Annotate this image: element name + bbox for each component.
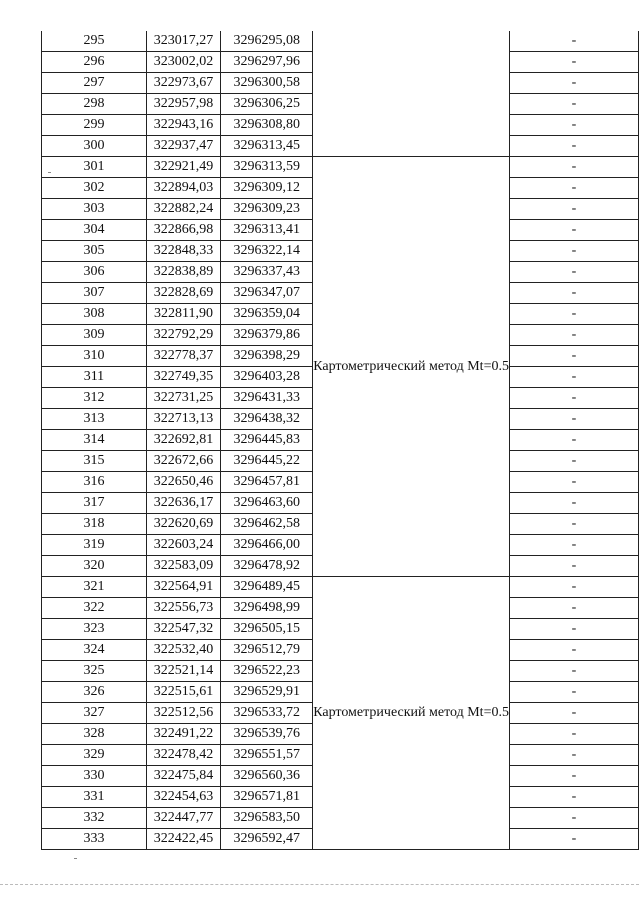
point-number-cell: 318 <box>42 514 147 535</box>
x-coordinate-cell: 322943,16 <box>146 115 220 136</box>
note-cell: - <box>509 451 638 472</box>
point-number-cell: 320 <box>42 556 147 577</box>
y-coordinate-cell: 3296457,81 <box>221 472 313 493</box>
note-cell: - <box>509 262 638 283</box>
y-coordinate-cell: 3296306,25 <box>221 94 313 115</box>
method-cell <box>313 157 510 577</box>
y-coordinate-cell: 3296359,04 <box>221 304 313 325</box>
x-coordinate-cell: 322838,89 <box>146 262 220 283</box>
note-cell: - <box>509 346 638 367</box>
note-cell: - <box>509 367 638 388</box>
note-cell: - <box>509 493 638 514</box>
x-coordinate-cell: 322921,49 <box>146 157 220 178</box>
note-cell: - <box>509 682 638 703</box>
y-coordinate-cell: 3296347,07 <box>221 283 313 304</box>
note-cell: - <box>509 514 638 535</box>
note-cell: - <box>509 73 638 94</box>
point-number-cell: 317 <box>42 493 147 514</box>
point-number-cell: 305 <box>42 241 147 262</box>
method-label: Картометрический метод Mt=0.5 <box>313 705 509 720</box>
y-coordinate-cell: 3296309,12 <box>221 178 313 199</box>
point-number-cell: 302 <box>42 178 147 199</box>
note-cell: - <box>509 388 638 409</box>
point-number-cell: 327 <box>42 703 147 724</box>
point-number-cell: 306 <box>42 262 147 283</box>
point-number-cell: 301 <box>42 157 147 178</box>
y-coordinate-cell: 3296539,76 <box>221 724 313 745</box>
table-row <box>42 31 639 52</box>
x-coordinate-cell: 322957,98 <box>146 94 220 115</box>
point-number-cell: 314 <box>42 430 147 451</box>
x-coordinate-cell: 322672,66 <box>146 451 220 472</box>
note-cell: - <box>509 304 638 325</box>
note-cell: - <box>509 157 638 178</box>
y-coordinate-cell: 3296445,83 <box>221 430 313 451</box>
note-cell: - <box>509 430 638 451</box>
note-cell: - <box>509 535 638 556</box>
x-coordinate-cell: 323002,02 <box>146 52 220 73</box>
point-number-cell: 315 <box>42 451 147 472</box>
note-cell: - <box>509 94 638 115</box>
point-number-cell: 326 <box>42 682 147 703</box>
x-coordinate-cell: 322848,33 <box>146 241 220 262</box>
note-cell: - <box>509 136 638 157</box>
coordinates-table <box>41 31 639 850</box>
x-coordinate-cell: 322478,42 <box>146 745 220 766</box>
y-coordinate-cell: 3296571,81 <box>221 787 313 808</box>
y-coordinate-cell: 3296478,92 <box>221 556 313 577</box>
y-coordinate-cell: 3296431,33 <box>221 388 313 409</box>
point-number-cell: 297 <box>42 73 147 94</box>
note-cell: - <box>509 409 638 430</box>
point-number-cell: 300 <box>42 136 147 157</box>
note-cell: - <box>509 766 638 787</box>
y-coordinate-cell: 3296309,23 <box>221 199 313 220</box>
note-cell: - <box>509 808 638 829</box>
note-cell: - <box>509 31 638 52</box>
x-coordinate-cell: 322515,61 <box>146 682 220 703</box>
method-label: Картометрический метод Mt=0.5 <box>313 358 509 374</box>
x-coordinate-cell: 322811,90 <box>146 304 220 325</box>
point-number-cell: 298 <box>42 94 147 115</box>
table-row <box>42 577 639 598</box>
point-number-cell: 304 <box>42 220 147 241</box>
note-cell: - <box>509 241 638 262</box>
note-cell: - <box>509 745 638 766</box>
y-coordinate-cell: 3296583,50 <box>221 808 313 829</box>
x-coordinate-cell: 322692,81 <box>146 430 220 451</box>
y-coordinate-cell: 3296512,79 <box>221 640 313 661</box>
y-coordinate-cell: 3296463,60 <box>221 493 313 514</box>
y-coordinate-cell: 3296398,29 <box>221 346 313 367</box>
x-coordinate-cell: 322650,46 <box>146 472 220 493</box>
x-coordinate-cell: 322620,69 <box>146 514 220 535</box>
y-coordinate-cell: 3296522,23 <box>221 661 313 682</box>
y-coordinate-cell: 3296308,80 <box>221 115 313 136</box>
x-coordinate-cell: 322778,37 <box>146 346 220 367</box>
point-number-cell: 299 <box>42 115 147 136</box>
note-cell: - <box>509 283 638 304</box>
note-cell: - <box>509 220 638 241</box>
x-coordinate-cell: 322422,45 <box>146 829 220 850</box>
x-coordinate-cell: 322564,91 <box>146 577 220 598</box>
x-coordinate-cell: 322603,24 <box>146 535 220 556</box>
x-coordinate-cell: 322731,25 <box>146 388 220 409</box>
y-coordinate-cell: 3296560,36 <box>221 766 313 787</box>
x-coordinate-cell: 322894,03 <box>146 178 220 199</box>
scan-speck <box>74 858 77 859</box>
x-coordinate-cell: 322792,29 <box>146 325 220 346</box>
x-coordinate-cell: 322937,47 <box>146 136 220 157</box>
y-coordinate-cell: 3296322,14 <box>221 241 313 262</box>
y-coordinate-cell: 3296551,57 <box>221 745 313 766</box>
note-cell: - <box>509 787 638 808</box>
note-cell: - <box>509 703 638 724</box>
point-number-cell: 329 <box>42 745 147 766</box>
y-coordinate-cell: 3296438,32 <box>221 409 313 430</box>
point-number-cell: 328 <box>42 724 147 745</box>
method-cell <box>313 577 510 850</box>
note-cell: - <box>509 829 638 850</box>
point-number-cell: 311 <box>42 367 147 388</box>
y-coordinate-cell: 3296529,91 <box>221 682 313 703</box>
y-coordinate-cell: 3296489,45 <box>221 577 313 598</box>
note-cell: - <box>509 199 638 220</box>
y-coordinate-cell: 3296313,41 <box>221 220 313 241</box>
point-number-cell: 295 <box>42 31 147 52</box>
note-cell: - <box>509 577 638 598</box>
point-number-cell: 330 <box>42 766 147 787</box>
y-coordinate-cell: 3296337,43 <box>221 262 313 283</box>
point-number-cell: 316 <box>42 472 147 493</box>
x-coordinate-cell: 322866,98 <box>146 220 220 241</box>
point-number-cell: 296 <box>42 52 147 73</box>
note-cell: - <box>509 472 638 493</box>
point-number-cell: 312 <box>42 388 147 409</box>
y-coordinate-cell: 3296297,96 <box>221 52 313 73</box>
x-coordinate-cell: 322828,69 <box>146 283 220 304</box>
note-cell: - <box>509 598 638 619</box>
point-number-cell: 331 <box>42 787 147 808</box>
note-cell: - <box>509 178 638 199</box>
y-coordinate-cell: 3296300,58 <box>221 73 313 94</box>
y-coordinate-cell: 3296445,22 <box>221 451 313 472</box>
y-coordinate-cell: 3296313,45 <box>221 136 313 157</box>
y-coordinate-cell: 3296313,59 <box>221 157 313 178</box>
x-coordinate-cell: 322521,14 <box>146 661 220 682</box>
point-number-cell: 333 <box>42 829 147 850</box>
x-coordinate-cell: 322583,09 <box>146 556 220 577</box>
method-cell <box>313 31 510 157</box>
point-number-cell: 307 <box>42 283 147 304</box>
note-cell: - <box>509 115 638 136</box>
x-coordinate-cell: 323017,27 <box>146 31 220 52</box>
table-row <box>42 157 639 178</box>
point-number-cell: 321 <box>42 577 147 598</box>
y-coordinate-cell: 3296403,28 <box>221 367 313 388</box>
y-coordinate-cell: 3296462,58 <box>221 514 313 535</box>
x-coordinate-cell: 322447,77 <box>146 808 220 829</box>
x-coordinate-cell: 322547,32 <box>146 619 220 640</box>
x-coordinate-cell: 322636,17 <box>146 493 220 514</box>
y-coordinate-cell: 3296295,08 <box>221 31 313 52</box>
point-number-cell: 322 <box>42 598 147 619</box>
x-coordinate-cell: 322491,22 <box>146 724 220 745</box>
x-coordinate-cell: 322882,24 <box>146 199 220 220</box>
point-number-cell: 313 <box>42 409 147 430</box>
y-coordinate-cell: 3296592,47 <box>221 829 313 850</box>
note-cell: - <box>509 619 638 640</box>
x-coordinate-cell: 322556,73 <box>146 598 220 619</box>
y-coordinate-cell: 3296533,72 <box>221 703 313 724</box>
point-number-cell: 324 <box>42 640 147 661</box>
x-coordinate-cell: 322532,40 <box>146 640 220 661</box>
scan-speck <box>48 172 51 173</box>
point-number-cell: 319 <box>42 535 147 556</box>
x-coordinate-cell: 322973,67 <box>146 73 220 94</box>
note-cell: - <box>509 52 638 73</box>
x-coordinate-cell: 322512,56 <box>146 703 220 724</box>
x-coordinate-cell: 322749,35 <box>146 367 220 388</box>
x-coordinate-cell: 322454,63 <box>146 787 220 808</box>
point-number-cell: 309 <box>42 325 147 346</box>
x-coordinate-cell: 322713,13 <box>146 409 220 430</box>
scan-edge-line <box>0 884 639 885</box>
note-cell: - <box>509 640 638 661</box>
point-number-cell: 325 <box>42 661 147 682</box>
y-coordinate-cell: 3296466,00 <box>221 535 313 556</box>
x-coordinate-cell: 322475,84 <box>146 766 220 787</box>
point-number-cell: 308 <box>42 304 147 325</box>
coordinates-table-body <box>42 31 639 850</box>
point-number-cell: 332 <box>42 808 147 829</box>
point-number-cell: 310 <box>42 346 147 367</box>
note-cell: - <box>509 325 638 346</box>
y-coordinate-cell: 3296505,15 <box>221 619 313 640</box>
note-cell: - <box>509 556 638 577</box>
note-cell: - <box>509 661 638 682</box>
point-number-cell: 303 <box>42 199 147 220</box>
y-coordinate-cell: 3296379,86 <box>221 325 313 346</box>
point-number-cell: 323 <box>42 619 147 640</box>
y-coordinate-cell: 3296498,99 <box>221 598 313 619</box>
note-cell: - <box>509 724 638 745</box>
